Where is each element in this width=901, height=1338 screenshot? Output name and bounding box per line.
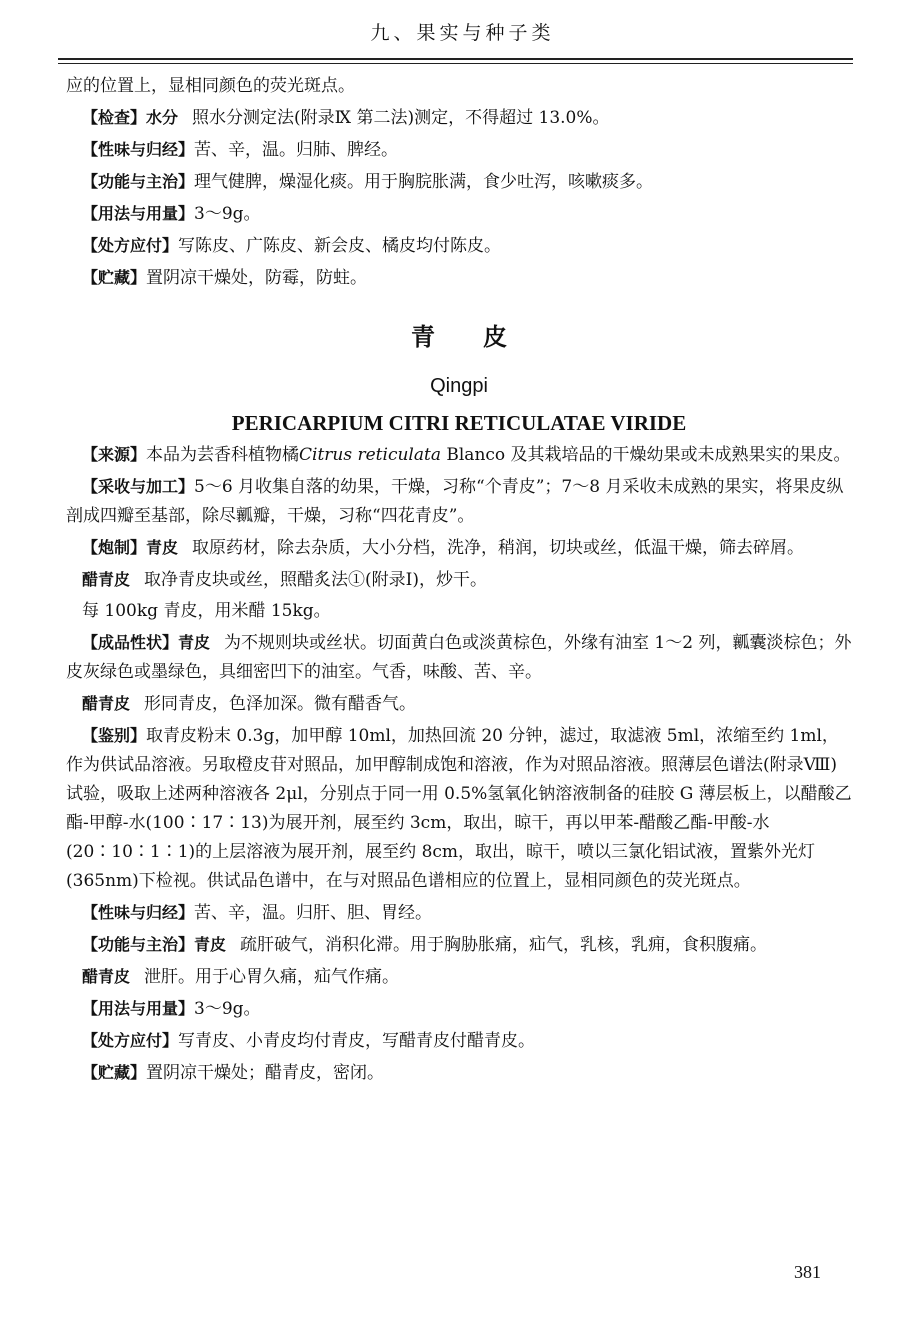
entry-usage-section <box>66 994 852 1024</box>
source-section <box>66 440 852 470</box>
check-section <box>66 103 852 133</box>
processing-label: 【炮制】 <box>82 538 147 557</box>
processing-section <box>66 533 852 563</box>
prescription-text: 写陈皮、广陈皮、新会皮、橘皮均付陈皮。 <box>178 236 502 256</box>
nature-text: 苦、辛，温。归肺、脾经。 <box>194 140 399 160</box>
product-text: 为不规则块或丝状。切面黄白色或淡黄棕色，外缘有油室 1～2 列，瓤囊淡棕色；外皮灰绿色或墨绿色，具细密凹下的油室。气香，味酸、苦、辛。 <box>66 633 852 682</box>
processing-text: 取原药材，除去杂质，大小分档，洗净，稍润，切块或丝，低温干燥，筛去碎屑。 <box>192 538 805 558</box>
entry-storage-text: 置阴凉干燥处；醋青皮，密闭。 <box>146 1063 385 1083</box>
page-body <box>66 72 852 1088</box>
species-name: Citrus reticulata <box>299 445 441 465</box>
source-label: 【来源】 <box>82 445 147 464</box>
product-vinegar-label: 醋青皮 <box>82 694 131 713</box>
usage-label: 【用法与用量】 <box>82 204 195 223</box>
function-vinegar-label: 醋青皮 <box>82 967 131 986</box>
entry-latin-name: PERICARPIUM CITRI RETICULATAE VIRIDE <box>231 411 687 435</box>
page-number: 381 <box>794 1262 821 1282</box>
vinegar-ratio: 每 100kg 青皮，用米醋 15kg。 <box>82 601 331 621</box>
header-rule-thin <box>58 63 853 64</box>
entry-prescription-label: 【处方应付】 <box>82 1031 179 1050</box>
entry-prescription-text: 写青皮、小青皮均付青皮，写醋青皮付醋青皮。 <box>178 1031 536 1051</box>
identification-section <box>66 721 852 896</box>
harvest-label: 【采收与加工】 <box>82 477 195 496</box>
entry-function-section <box>66 930 852 960</box>
product-label: 【成品性状】 <box>82 633 179 652</box>
check-sub-label: 水分 <box>146 108 179 127</box>
product-vinegar-text: 形同青皮，色泽加深。微有醋香气。 <box>144 694 417 714</box>
entry-usage-text: 3～9g。 <box>194 999 261 1019</box>
entry-prescription-section <box>66 1026 852 1056</box>
header-rule <box>58 58 853 60</box>
vinegar-processing <box>66 565 852 595</box>
entry-title: 青皮 <box>411 323 555 351</box>
vinegar-text: 取净青皮块或丝，照醋炙法①(附录Ⅰ)，炒干。 <box>144 570 487 590</box>
function-section <box>66 167 852 197</box>
prescription-section <box>66 231 852 261</box>
function-text: 理气健脾，燥湿化痰。用于胸脘胀满，食少吐泻，咳嗽痰多。 <box>194 172 654 192</box>
usage-section <box>66 199 852 229</box>
storage-text: 置阴凉干燥处，防霉，防蛀。 <box>146 268 368 288</box>
entry-usage-label: 【用法与用量】 <box>82 999 195 1018</box>
entry-nature-label: 【性味与归经】 <box>82 903 195 922</box>
nature-section <box>66 135 852 165</box>
entry-storage-label: 【贮藏】 <box>82 1063 147 1082</box>
running-header: 九、果实与种子类 <box>370 22 555 44</box>
product-sub-label: 青皮 <box>178 633 211 652</box>
entry-function-sub-label: 青皮 <box>194 935 227 954</box>
storage-section <box>66 263 852 293</box>
vinegar-label: 醋青皮 <box>82 570 131 589</box>
entry-nature-section <box>66 898 852 928</box>
product-section <box>66 628 852 687</box>
entry-function-label: 【功能与主治】 <box>82 935 195 954</box>
entry-nature-text: 苦、辛，温。归肝、胆、胃经。 <box>194 903 433 923</box>
entry-storage-section <box>66 1058 852 1088</box>
check-label: 【检查】 <box>82 108 147 127</box>
usage-text: 3～9g。 <box>194 204 261 224</box>
processing-sub-label: 青皮 <box>146 538 179 557</box>
function-vinegar-text: 泄肝。用于心胃久痛，疝气作痛。 <box>144 967 400 987</box>
check-text: 照水分测定法(附录Ⅸ 第二法)测定，不得超过 13.0%。 <box>192 108 610 128</box>
source-text: 本品为芸香科植物橘 <box>146 445 300 465</box>
storage-label: 【贮藏】 <box>82 268 147 287</box>
identification-text: 取青皮粉末 0.3g，加甲醇 10ml，加热回流 20 分钟，滤过，取滤液 5ml，浓缩至约 1ml，作为供试品溶液。另取橙皮苷对照品，加甲醇制成饱和溶液，作为对照品溶液。照薄层色谱法(附录Ⅷ)试验，吸取上述两种溶液各 2μl，分别点于同一用 0.5%氢氧化钠溶液制备的硅胶 G 薄层板上，以醋酸乙酯-甲醇-水(100∶17∶13)为展开剂，展至约 3cm，取出，晾干，再以甲苯-醋酸乙酯-甲酸-水(20∶10∶1∶1)的上层溶液为展开剂，展至约 8cm，取出，晾干，喷以三氯化铝试液，置紫外光灯(365nm)下检视。供试品色谱中，在与对照品色谱相应的位置上，显相同颜色的荧光斑点。 <box>66 726 852 891</box>
identification-label: 【鉴别】 <box>82 726 147 745</box>
source-text-2: Blanco 及其栽培品的干燥幼果或未成熟果实的果皮。 <box>446 445 851 465</box>
entry-function-text: 疏肝破气，消积化滞。用于胸胁胀痛，疝气，乳核，乳痈，食积腹痛。 <box>240 935 768 955</box>
nature-label: 【性味与归经】 <box>82 140 195 159</box>
product-vinegar <box>66 689 852 719</box>
harvest-section <box>66 472 852 531</box>
function-label: 【功能与主治】 <box>82 172 195 191</box>
prescription-label: 【处方应付】 <box>82 236 179 255</box>
entry-pinyin: Qingpi <box>430 375 488 397</box>
harvest-text: 5～6 月收集自落的幼果，干燥，习称“个青皮”；7～8 月采收未成熟的果实，将果皮纵剖成四瓣至基部，除尽瓤瓣，干燥，习称“四花青皮”。 <box>66 477 844 526</box>
entry-function-vinegar <box>66 962 852 992</box>
continuation-text: 应的位置上，显相同颜色的荧光斑点。 <box>66 76 355 96</box>
